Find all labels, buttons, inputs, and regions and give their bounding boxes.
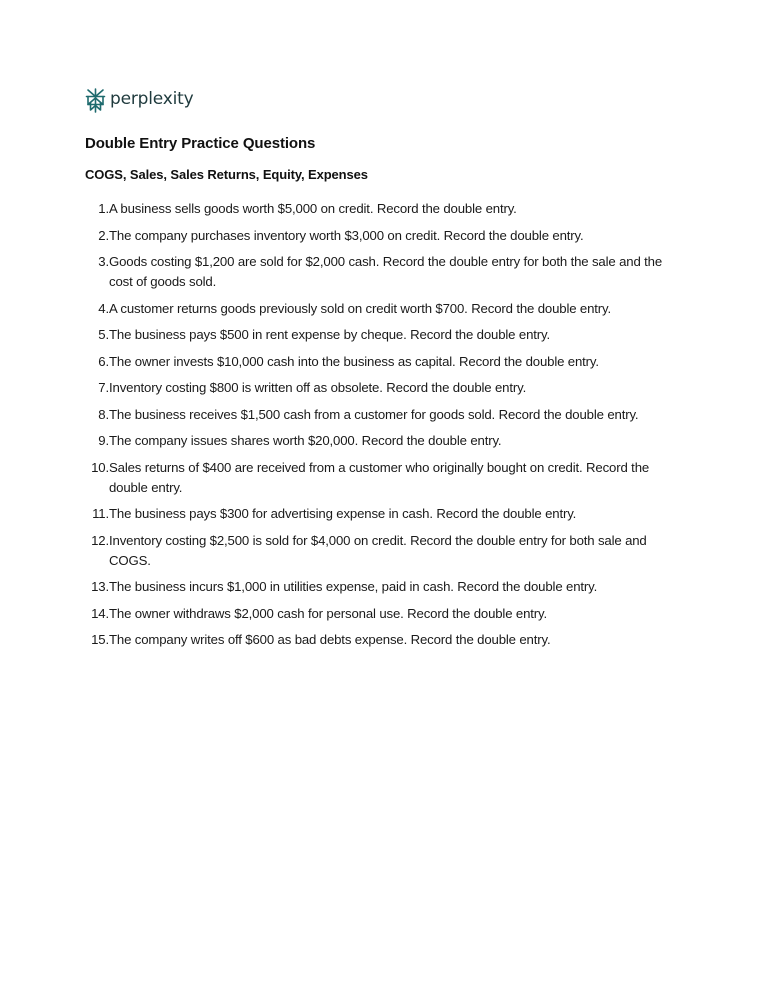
question-text: A business sells goods worth $5,000 on credit. Record the double entry. — [109, 201, 517, 216]
question-number: 6. — [98, 353, 109, 369]
perplexity-logo — [85, 87, 193, 113]
question-item — [85, 352, 685, 372]
question-item — [85, 378, 685, 398]
question-number: 4. — [98, 300, 109, 316]
question-number: 8. — [98, 406, 109, 422]
perplexity-wordmark: perplexity — [110, 88, 194, 109]
question-item — [85, 504, 685, 524]
question-list — [85, 199, 685, 657]
question-item — [85, 299, 685, 319]
question-item — [85, 226, 685, 246]
question-item — [85, 630, 685, 650]
question-item — [85, 431, 685, 451]
document-title: Double Entry Practice Questions — [85, 135, 316, 152]
question-item — [85, 604, 685, 624]
question-text: The business pays $300 for advertising expense in cash. Record the double entry. — [109, 506, 577, 521]
question-item — [85, 531, 685, 571]
question-text: Goods costing $1,200 are sold for $2,000 cash. Record the double entry for both the sale and the cost of goods sold. — [109, 254, 663, 289]
question-number: 12. — [91, 532, 109, 548]
question-text: A customer returns goods previously sold on credit worth $700. Record the double entry. — [109, 300, 612, 316]
question-number: 13. — [91, 579, 109, 594]
question-item — [85, 199, 685, 219]
question-number: 9. — [98, 433, 109, 448]
question-text: The business incurs $1,000 in utilities expense, paid in cash. Record the double entry. — [109, 579, 598, 594]
question-text: The business receives $1,500 cash from a customer for goods sold. Record the double entry. — [109, 406, 639, 422]
question-number: 10. — [91, 459, 109, 475]
question-text: Inventory costing $2,500 is sold for $4,000 on credit. Record the double entry for both sale and COGS. — [109, 532, 647, 568]
question-number: 7. — [98, 380, 109, 395]
question-text: The company writes off $600 as bad debts expense. Record the double entry. — [109, 632, 551, 647]
question-item — [85, 577, 685, 597]
question-text: The owner withdraws $2,000 cash for personal use. Record the double entry. — [109, 605, 548, 621]
question-text: The owner invests $10,000 cash into the business as capital. Record the double entry. — [109, 353, 599, 369]
question-number: 5. — [98, 327, 109, 342]
question-text: Sales returns of $400 are received from a customer who originally bought on credit. Record the double entry. — [109, 459, 650, 495]
question-number: 1. — [98, 201, 109, 216]
document-subtitle: COGS, Sales, Sales Returns, Equity, Expenses — [85, 167, 368, 182]
question-number: 2. — [98, 227, 109, 243]
question-item — [85, 458, 685, 498]
perplexity-logo-icon — [85, 88, 106, 113]
question-text: Inventory costing $800 is written off as obsolete. Record the double entry. — [109, 380, 527, 395]
question-text: The business pays $500 in rent expense by cheque. Record the double entry. — [109, 327, 550, 342]
question-item — [85, 252, 685, 292]
question-text: The company purchases inventory worth $3,000 on credit. Record the double entry. — [109, 227, 584, 243]
question-number: 3. — [98, 254, 109, 269]
question-item — [85, 325, 685, 345]
question-item — [85, 405, 685, 425]
question-number: 15. — [91, 632, 109, 647]
question-number: 14. — [91, 605, 109, 621]
question-number: 11. — [92, 506, 109, 521]
question-text: The company issues shares worth $20,000. Record the double entry. — [109, 433, 502, 448]
